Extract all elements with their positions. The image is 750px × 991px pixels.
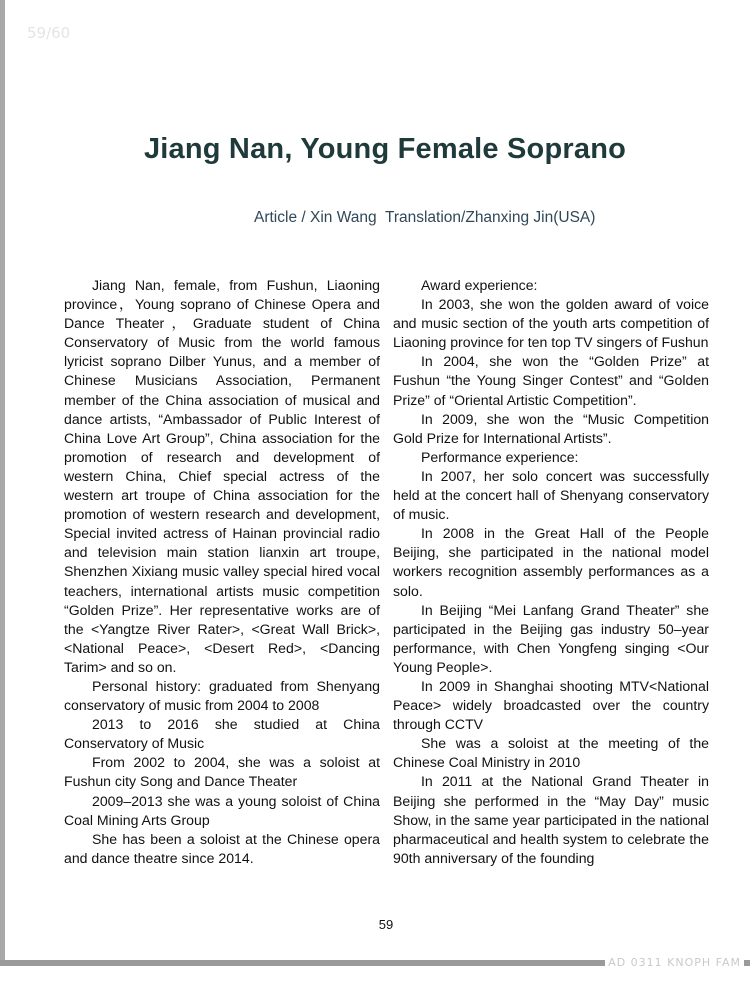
paragraph: In 2008 in the Great Hall of the People Beijing, she participated in the national model workers recognition assembly performances as a solo. <box>393 525 709 599</box>
paragraph: In 2007, her solo concert was successfully held at the concert hall of Shenyang conservatory of music. <box>393 467 709 523</box>
left-column <box>64 276 380 868</box>
article-title: Jiang Nan, Young Female Soprano <box>143 133 627 165</box>
paragraph: 2009–2013 she was a young soloist of China Coal Mining Arts Group <box>64 792 380 828</box>
paragraph: She has been a soloist at the Chinese opera and dance theatre since 2014. <box>64 830 380 866</box>
paragraph: Jiang Nan, female, from Fushun, Liaoning province，Young soprano of Chinese Opera and Dance Theater，Graduate student of China Conservatory of Music from the world famous lyricist soprano Dilber Yunus, and a member of Chinese Musicians Association, Permanent member of the China association of musical and dance artists, “Ambassador of Public Interest of China Love Art Group”, China association for the promotion of research and development of western China, Chief special actress of the western art troupe of China association for the promotion of western research and development, Special invited actress of Hainan provincial radio and television main station lianxin art troupe, Shenzhen Xixiang music valley special hired vocal teachers, international artists music competition “Golden Prize”. Her representative works are of the <Yangtze River Rater>, <Great Wall Brick>, <National Peace>, <Desert Red>, <Dancing Tarim> and so on. <box>64 277 380 675</box>
paragraph: In 2003, she won the golden award of voice and music section of the youth arts competition of Liaoning province for ten top TV singers of Fushun <box>393 296 709 351</box>
section-heading-award: Award experience: <box>421 277 538 293</box>
paragraph: She was a soloist at the meeting of the Chinese Coal Ministry in 2010 <box>393 735 709 771</box>
page-number: 59 <box>378 917 394 932</box>
paragraph: In 2009, she won the “Music Competition Gold Prize for International Artists”. <box>393 410 709 446</box>
section-heading-performance: Performance experience: <box>421 448 579 465</box>
paragraph: In Beijing “Mei Lanfang Grand Theater” she participated in the Beijing gas industry 50–year performance, with Chen Yongfeng singing <Our Young People>. <box>393 601 709 675</box>
paragraph: In 2009 in Shanghai shooting MTV<National Peace> widely broadcasted over the country through CCTV <box>393 677 709 733</box>
watermark: AD 0311 KNOPH FAM <box>605 956 744 969</box>
paragraph: In 2011 at the National Grand Theater in Beijing she performed in the “May Day” music Show, in the same year participated in the national pharmaceutical and health system to celebrate the 90th anniversary of the founding <box>393 773 709 866</box>
paragraph: In 2004, she won the “Golden Prize” at Fushun “the Young Singer Contest” and “Golden Prize” of “Oriental Artistic Competition”. <box>393 353 709 408</box>
page-counter: 59/60 <box>27 24 71 42</box>
paragraph: Personal history: graduated from Shenyang conservatory of music from 2004 to 2008 <box>64 677 380 714</box>
paragraph: 2013 to 2016 she studied at China Conservatory of Music <box>64 716 380 752</box>
paragraph: From 2002 to 2004, she was a soloist at Fushun city Song and Dance Theater <box>64 754 380 790</box>
article-byline: Article / Xin Wang Translation/Zhanxing Jin(USA) <box>254 209 596 226</box>
right-column <box>393 276 709 868</box>
